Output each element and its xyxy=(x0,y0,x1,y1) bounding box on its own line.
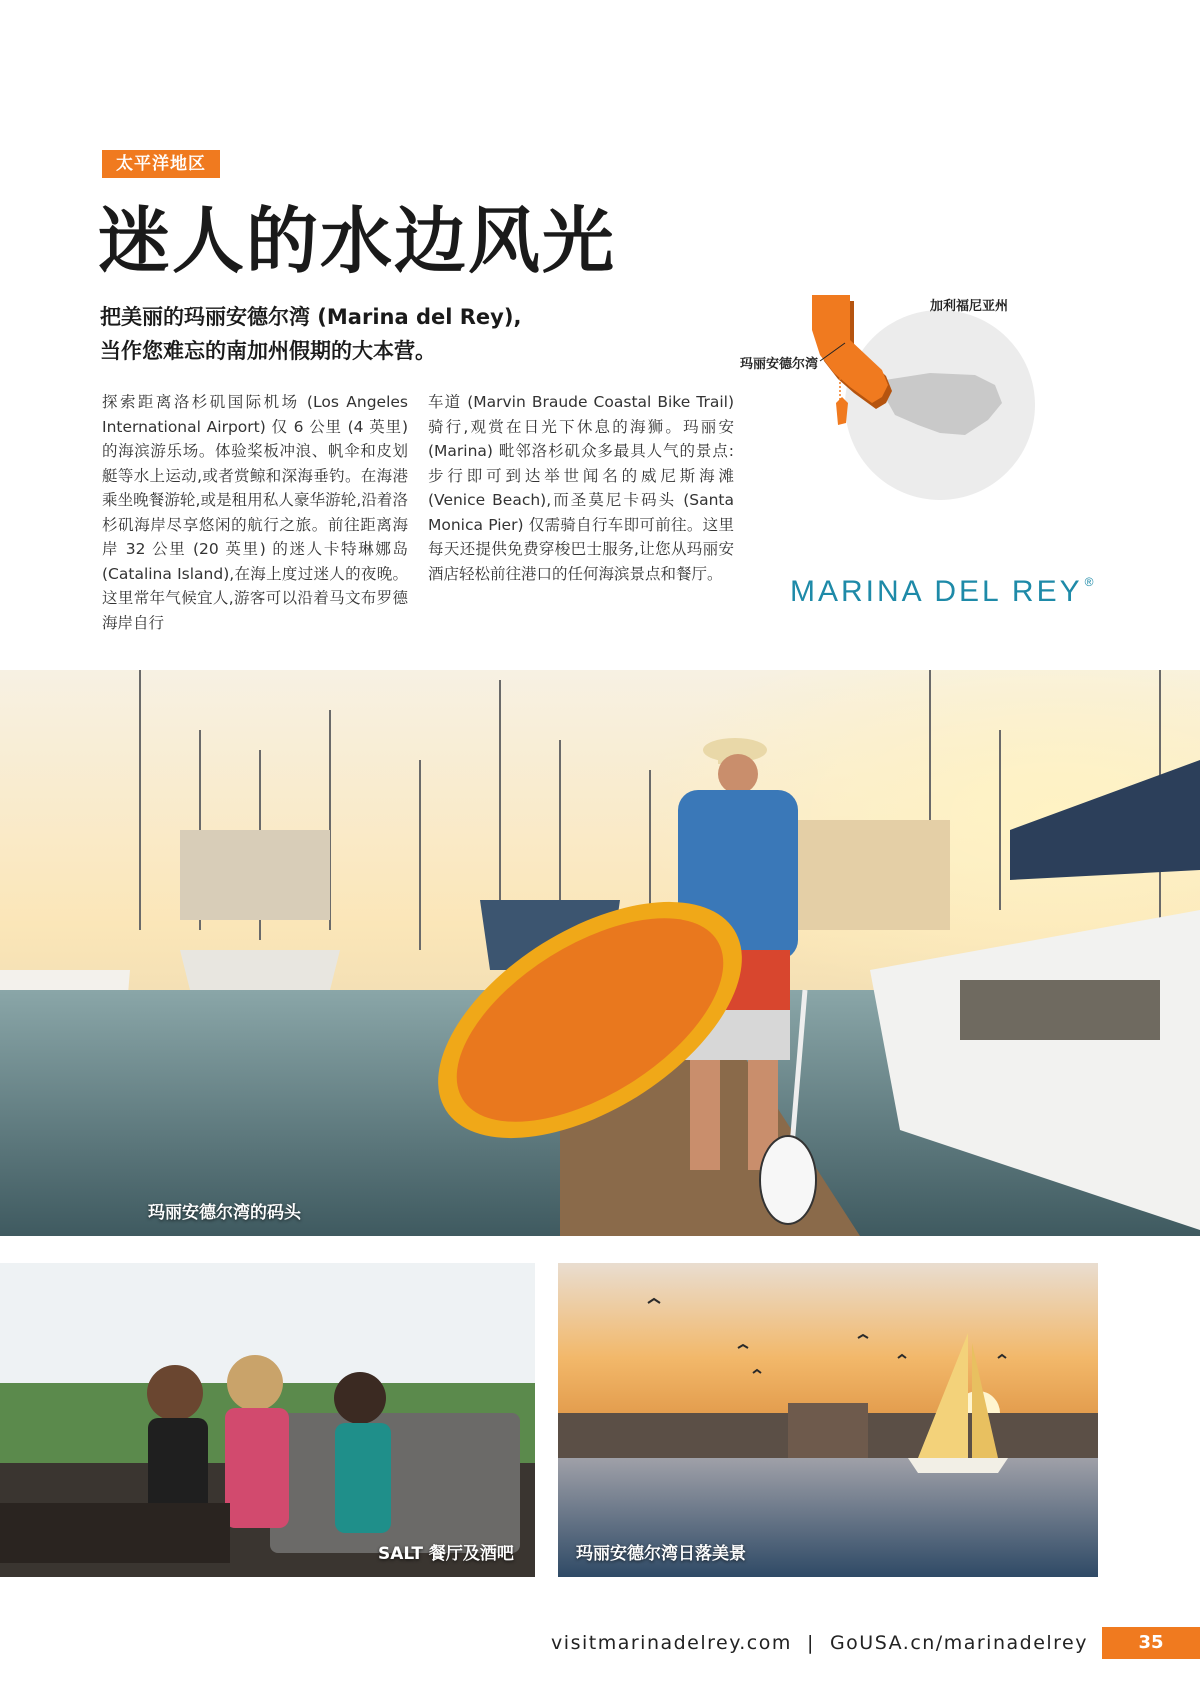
page-title: 迷人的水边风光 xyxy=(98,199,617,283)
dock-photo-image xyxy=(0,670,1200,1236)
california-map-icon xyxy=(790,285,1050,505)
caption-dock: 玛丽安德尔湾的码头 xyxy=(148,1203,301,1223)
subtitle-line-2: 当作您难忘的南加州假期的大本营。 xyxy=(100,339,436,363)
map-label-marina: 玛丽安德尔湾 xyxy=(740,357,819,372)
sunset-photo-image xyxy=(558,1263,1098,1577)
subtitle xyxy=(100,300,620,368)
region-tag: 太平洋地区 xyxy=(102,150,220,178)
logo-registered-mark: ® xyxy=(1084,575,1097,589)
photo-salt-restaurant xyxy=(0,1263,535,1577)
body-text-column-1: 探索距离洛杉矶国际机场 (Los Angeles International Airport) 仅 6 公里 (4 英里) 的海滨游乐场。体验桨板冲浪、帆伞和皮划艇等水上运动,或者赏鲸和深海垂钓。在海港乘坐晚餐游轮,或是租用私人豪华游轮,沿着洛杉矶海岸尽享悠闲的航行之旅。前往距离海岸 32 公里 (20 英里) 的迷人卡特琳娜岛 (Catalina Island),在海上度过迷人的夜晚。这里常年气候宜人,游客可以沿着马文布罗德海岸自行 xyxy=(102,393,408,632)
body-text-column-2: 车道 (Marvin Braude Coastal Bike Trail) 骑行,观赏在日光下休息的海狮。玛丽安 (Marina) 毗邻洛杉矶众多最具人气的景点:步行即可到达举世闻名的威尼斯海滩 (Venice Beach),而圣莫尼卡码头 (Santa Monica Pier) 仅需骑自行车即可前往。这里每天还提供免费穿梭巴士服务,让您从玛丽安酒店轻松前往港口的任何海滨景点和餐厅。 xyxy=(428,393,734,583)
map-label-california: 加利福尼亚州 xyxy=(930,299,1009,314)
photo-sunset xyxy=(558,1263,1098,1577)
restaurant-photo-image xyxy=(0,1263,535,1577)
footer-url[interactable]: visitmarinadelrey.com | GoUSA.cn/marinadelrey xyxy=(551,1632,1088,1654)
logo-text: MARINA DEL REY xyxy=(790,575,1083,608)
main-photo-dock xyxy=(0,670,1200,1236)
subtitle-line-1: 把美丽的玛丽安德尔湾 (Marina del Rey), xyxy=(100,305,522,329)
marina-del-rey-logo xyxy=(790,575,1096,609)
page-number: 35 xyxy=(1102,1627,1200,1659)
caption-sunset: 玛丽安德尔湾日落美景 xyxy=(576,1544,746,1564)
caption-salt: SALT 餐厅及酒吧 xyxy=(378,1544,514,1564)
california-map xyxy=(740,285,1050,505)
